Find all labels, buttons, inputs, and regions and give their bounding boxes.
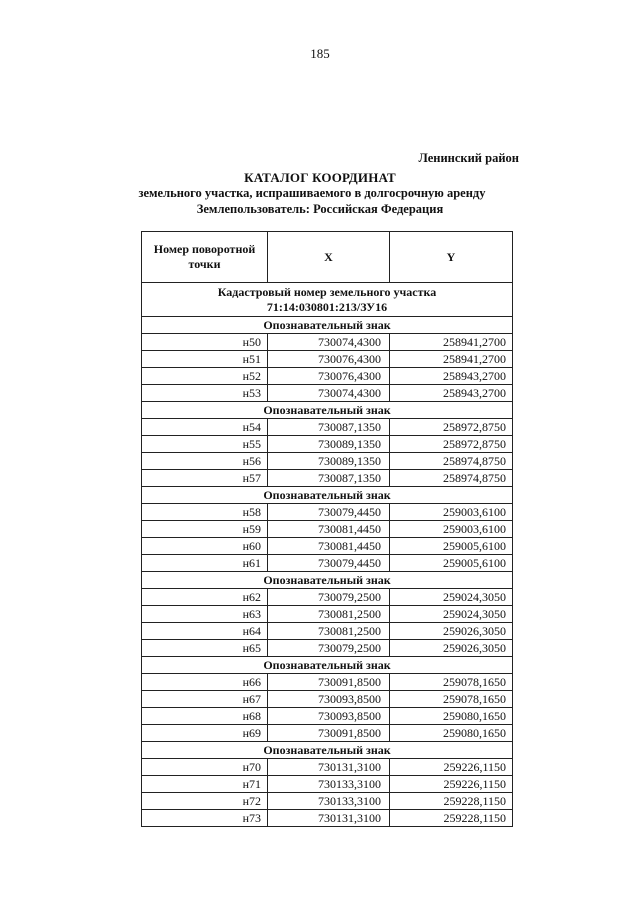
table-row (142, 419, 513, 436)
x-cell: 730133,3100 (268, 793, 390, 810)
x-cell: 730079,4450 (268, 555, 390, 572)
header-x: X (268, 232, 390, 283)
group-label: Опознавательный знак (142, 742, 513, 759)
y-cell: 259005,6100 (390, 538, 513, 555)
cadastral-label: Кадастровый номер земельного участка (217, 284, 437, 299)
point-cell: н73 (142, 810, 268, 827)
y-cell: 259026,3050 (390, 623, 513, 640)
point-cell: н64 (142, 623, 268, 640)
x-cell: 730074,4300 (268, 334, 390, 351)
x-cell: 730133,3100 (268, 776, 390, 793)
coordinates-table (141, 231, 513, 827)
point-cell: н61 (142, 555, 268, 572)
point-cell: н69 (142, 725, 268, 742)
group-row (142, 742, 513, 759)
y-cell: 258943,2700 (390, 368, 513, 385)
x-cell: 730081,4450 (268, 538, 390, 555)
point-cell: н72 (142, 793, 268, 810)
group-row (142, 487, 513, 504)
group-row (142, 402, 513, 419)
table-row (142, 368, 513, 385)
y-cell: 258941,2700 (390, 334, 513, 351)
x-cell: 730091,8500 (268, 725, 390, 742)
table-row (142, 691, 513, 708)
point-cell: н58 (142, 504, 268, 521)
group-label: Опознавательный знак (142, 657, 513, 674)
table-row (142, 793, 513, 810)
table-row (142, 589, 513, 606)
x-cell: 730131,3100 (268, 759, 390, 776)
y-cell: 258974,8750 (390, 453, 513, 470)
point-cell: н63 (142, 606, 268, 623)
x-cell: 730081,2500 (268, 606, 390, 623)
table-row (142, 674, 513, 691)
point-cell: н51 (142, 351, 268, 368)
table-row (142, 640, 513, 657)
y-cell: 259024,3050 (390, 606, 513, 623)
table-row (142, 436, 513, 453)
table-row (142, 453, 513, 470)
y-cell: 258972,8750 (390, 436, 513, 453)
table-row (142, 708, 513, 725)
cadastral-row (142, 283, 513, 317)
y-cell: 258974,8750 (390, 470, 513, 487)
y-cell: 259078,1650 (390, 691, 513, 708)
header-point: Номер поворотной точки (142, 232, 268, 283)
x-cell: 730076,4300 (268, 351, 390, 368)
point-cell: н70 (142, 759, 268, 776)
cadastral-number: 71:14:030801:213/ЗУ16 (266, 299, 388, 314)
point-cell: н60 (142, 538, 268, 555)
x-cell: 730089,1350 (268, 436, 390, 453)
point-cell: н59 (142, 521, 268, 538)
x-cell: 730076,4300 (268, 368, 390, 385)
table-row (142, 606, 513, 623)
table-row (142, 504, 513, 521)
group-row (142, 317, 513, 334)
table-row (142, 555, 513, 572)
y-cell: 259026,3050 (390, 640, 513, 657)
point-cell: н66 (142, 674, 268, 691)
table-row (142, 385, 513, 402)
y-cell: 259080,1650 (390, 725, 513, 742)
x-cell: 730089,1350 (268, 453, 390, 470)
table-row (142, 351, 513, 368)
land-user: Землепользователь: Российская Федерация (196, 202, 444, 216)
point-cell: н57 (142, 470, 268, 487)
table-row (142, 470, 513, 487)
x-cell: 730079,4450 (268, 504, 390, 521)
x-cell: 730081,2500 (268, 623, 390, 640)
group-row (142, 657, 513, 674)
y-cell: 259228,1150 (390, 793, 513, 810)
group-row (142, 572, 513, 589)
x-cell: 730074,4300 (268, 385, 390, 402)
y-cell: 258972,8750 (390, 419, 513, 436)
x-cell: 730091,8500 (268, 674, 390, 691)
point-cell: н55 (142, 436, 268, 453)
point-cell: н68 (142, 708, 268, 725)
point-cell: н62 (142, 589, 268, 606)
y-cell: 259228,1150 (390, 810, 513, 827)
table-row (142, 521, 513, 538)
y-cell: 259003,6100 (390, 521, 513, 538)
group-label: Опознавательный знак (142, 572, 513, 589)
point-cell: н56 (142, 453, 268, 470)
y-cell: 259024,3050 (390, 589, 513, 606)
y-cell: 259005,6100 (390, 555, 513, 572)
y-cell: 259003,6100 (390, 504, 513, 521)
table-row (142, 810, 513, 827)
table-row (142, 334, 513, 351)
x-cell: 730087,1350 (268, 419, 390, 436)
page-number: 185 (310, 46, 330, 61)
x-cell: 730079,2500 (268, 589, 390, 606)
point-cell: н53 (142, 385, 268, 402)
table-row (142, 623, 513, 640)
cadastral-cell (142, 283, 513, 317)
header-y: Y (390, 232, 513, 283)
group-label: Опознавательный знак (142, 317, 513, 334)
group-label: Опознавательный знак (142, 487, 513, 504)
point-cell: н52 (142, 368, 268, 385)
x-cell: 730093,8500 (268, 708, 390, 725)
point-cell: н54 (142, 419, 268, 436)
district-label: Ленинский район (418, 151, 519, 165)
table-row (142, 776, 513, 793)
table-row (142, 725, 513, 742)
document-subtitle: земельного участка, испрашиваемого в долгосрочную аренду (138, 186, 486, 200)
document-title: КАТАЛОГ КООРДИНАТ (244, 170, 396, 185)
y-cell: 259226,1150 (390, 759, 513, 776)
table-header-row (142, 232, 513, 283)
y-cell: 259080,1650 (390, 708, 513, 725)
table-row (142, 538, 513, 555)
point-cell: н50 (142, 334, 268, 351)
y-cell: 258943,2700 (390, 385, 513, 402)
y-cell: 259226,1150 (390, 776, 513, 793)
point-cell: н71 (142, 776, 268, 793)
x-cell: 730131,3100 (268, 810, 390, 827)
table-row (142, 759, 513, 776)
x-cell: 730087,1350 (268, 470, 390, 487)
group-label: Опознавательный знак (142, 402, 513, 419)
point-cell: н67 (142, 691, 268, 708)
y-cell: 258941,2700 (390, 351, 513, 368)
x-cell: 730081,4450 (268, 521, 390, 538)
y-cell: 259078,1650 (390, 674, 513, 691)
x-cell: 730079,2500 (268, 640, 390, 657)
point-cell: н65 (142, 640, 268, 657)
x-cell: 730093,8500 (268, 691, 390, 708)
